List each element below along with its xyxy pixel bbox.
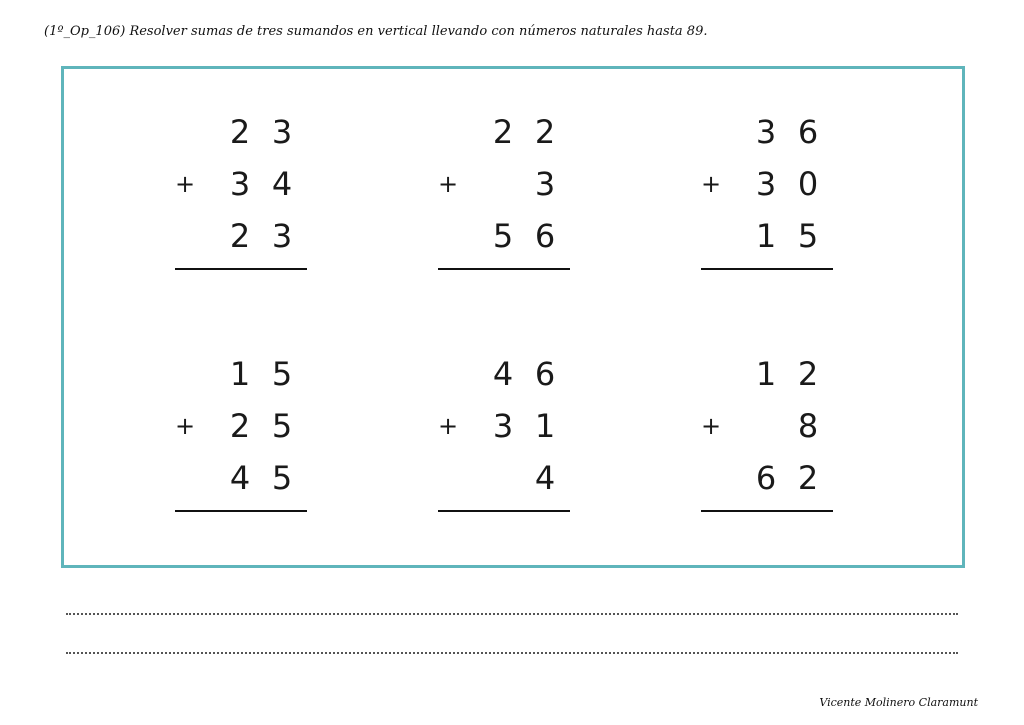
ones-digit: 4: [534, 459, 556, 497]
ones-digit: 0: [797, 165, 819, 203]
ones-digit: 2: [797, 459, 819, 497]
addend-row-1: [438, 110, 570, 154]
ones-digit: 4: [271, 165, 293, 203]
sum-line: [175, 268, 307, 270]
addend-row-2: [701, 162, 833, 206]
addition-problem-5: [438, 352, 570, 512]
ones-digit: 6: [797, 113, 819, 151]
addend-row-3: [175, 214, 307, 258]
ones-digit: 5: [797, 217, 819, 255]
sum-line: [701, 510, 833, 512]
tens-digit: 1: [755, 355, 777, 393]
tens-digit: 2: [229, 217, 251, 255]
ones-digit: 8: [797, 407, 819, 445]
addend-row-2: [175, 162, 307, 206]
addend-row-2: [175, 404, 307, 448]
plus-sign: +: [701, 412, 722, 440]
addend-row-3: [701, 456, 833, 500]
tens-digit: 5: [492, 217, 514, 255]
plus-sign: +: [701, 170, 722, 198]
addition-problem-2: [438, 110, 570, 270]
addition-problem-3: [701, 110, 833, 270]
addend-row-3: [701, 214, 833, 258]
sum-line: [175, 510, 307, 512]
tens-digit: 1: [755, 217, 777, 255]
ones-digit: 3: [534, 165, 556, 203]
sum-line: [438, 510, 570, 512]
ones-digit: 5: [271, 355, 293, 393]
tens-digit: 1: [229, 355, 251, 393]
ones-digit: 3: [271, 217, 293, 255]
tens-digit: 2: [229, 407, 251, 445]
tens-digit: 4: [492, 355, 514, 393]
tens-digit: 3: [229, 165, 251, 203]
addend-row-3: [175, 456, 307, 500]
addend-row-1: [701, 110, 833, 154]
tens-digit: 3: [755, 113, 777, 151]
addend-row-2: [438, 404, 570, 448]
ones-digit: 6: [534, 355, 556, 393]
worksheet-title: (1º_Op_106) Resolver sumas de tres sumandos en vertical llevando con números naturales hasta 89.: [44, 24, 708, 39]
ones-digit: 2: [534, 113, 556, 151]
tens-digit: 6: [755, 459, 777, 497]
ones-digit: 5: [271, 407, 293, 445]
addend-row-3: [438, 456, 570, 500]
addition-problem-4: [175, 352, 307, 512]
tens-digit: 3: [755, 165, 777, 203]
addition-problem-1: [175, 110, 307, 270]
tens-digit: 4: [229, 459, 251, 497]
sum-line: [701, 268, 833, 270]
addend-row-1: [701, 352, 833, 396]
ones-digit: 2: [797, 355, 819, 393]
addend-row-1: [175, 110, 307, 154]
addend-row-2: [701, 404, 833, 448]
plus-sign: +: [175, 170, 196, 198]
ones-digit: 5: [271, 459, 293, 497]
tens-digit: 2: [492, 113, 514, 151]
tens-digit: 2: [229, 113, 251, 151]
dotted-answer-line-1: [66, 613, 958, 615]
addend-row-3: [438, 214, 570, 258]
author-credit: Vicente Molinero Claramunt: [819, 696, 978, 709]
sum-line: [438, 268, 570, 270]
tens-digit: 3: [492, 407, 514, 445]
dotted-answer-line-2: [66, 652, 958, 654]
plus-sign: +: [175, 412, 196, 440]
addition-problem-6: [701, 352, 833, 512]
addend-row-1: [175, 352, 307, 396]
plus-sign: +: [438, 412, 459, 440]
ones-digit: 3: [271, 113, 293, 151]
ones-digit: 6: [534, 217, 556, 255]
ones-digit: 1: [534, 407, 556, 445]
addend-row-1: [438, 352, 570, 396]
addend-row-2: [438, 162, 570, 206]
plus-sign: +: [438, 170, 459, 198]
